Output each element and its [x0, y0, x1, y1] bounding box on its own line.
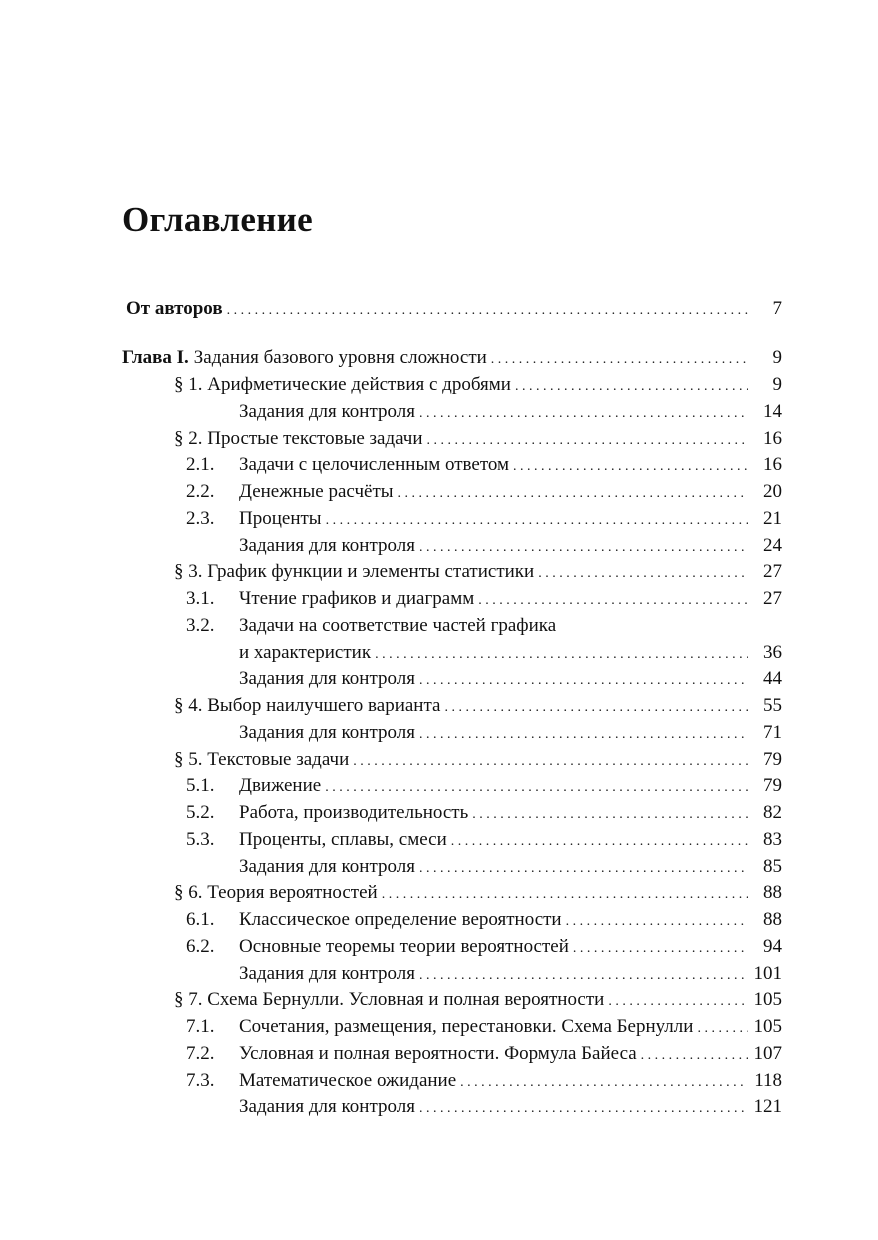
toc-page-number: 88 — [761, 879, 782, 906]
toc-entry-label: § 3. График функции и элементы статистики — [174, 561, 535, 583]
toc-entry[interactable] — [0, 585, 878, 612]
toc-entry-label: § 5. Текстовые задачи — [174, 748, 350, 770]
toc-entry[interactable] — [0, 1093, 878, 1120]
toc-entry[interactable] — [0, 960, 878, 987]
toc-entry-label: Задания для контроля — [239, 668, 415, 690]
toc-entry[interactable] — [0, 612, 878, 639]
toc-page-number: 83 — [761, 826, 782, 853]
toc-entry[interactable] — [0, 344, 878, 371]
toc-entry-number: 2.3. — [186, 507, 215, 529]
toc-entry-label: Работа, производительность — [239, 802, 469, 823]
toc-entry-label: Классическое определение вероятности — [239, 909, 562, 930]
toc-entry-label: и характеристик — [239, 641, 372, 663]
toc-page-number: 20 — [761, 478, 782, 505]
toc-entry-label: От авторов — [126, 298, 223, 319]
toc-page-number: 21 — [761, 505, 782, 532]
toc-entry[interactable] — [0, 826, 878, 853]
toc-entry[interactable] — [0, 558, 878, 585]
toc-entry-number: 7.1. — [186, 1016, 215, 1037]
toc-page-number: 44 — [761, 665, 782, 692]
toc-page-number: 94 — [761, 933, 782, 960]
toc-entry-label: § 6. Теория вероятностей — [174, 882, 378, 904]
toc-entry-label: Задания для контроля — [239, 1096, 415, 1118]
toc-entry-label: Задания для контроля — [239, 855, 415, 877]
toc-leader-dots — [472, 801, 748, 828]
toc-entry-label: Задания для контроля — [239, 721, 415, 743]
toc-entry[interactable] — [0, 853, 878, 880]
toc-entry-label: Задачи на соответствие частей графика — [239, 614, 557, 636]
toc-entry-label: § 1. Арифметические действия с дробями — [174, 374, 511, 395]
toc-entry[interactable] — [0, 295, 878, 322]
toc-entry[interactable] — [0, 639, 878, 666]
toc-entry-label: § 2. Простые текстовые задачи — [174, 427, 423, 449]
toc-leader-dots — [491, 346, 748, 373]
toc-entry-label: Проценты, сплавы, смеси — [239, 828, 447, 850]
toc-leader-dots — [566, 908, 748, 935]
toc-leader-dots — [419, 721, 748, 748]
toc-entry[interactable] — [0, 933, 878, 960]
toc-entry[interactable] — [0, 1040, 878, 1067]
toc-page-number: 27 — [761, 585, 782, 612]
toc-page-number: 88 — [761, 906, 782, 933]
toc-entry[interactable] — [0, 425, 878, 452]
toc-entry-label: Задания для контроля — [239, 962, 415, 984]
toc-page-number: 36 — [761, 639, 782, 666]
toc-leader-dots — [515, 373, 748, 400]
toc-page-number: 79 — [761, 772, 782, 799]
toc-entry[interactable] — [0, 505, 878, 532]
toc-entry-label: Математическое ожидание — [239, 1069, 457, 1091]
toc-entry-number: 5.2. — [186, 802, 215, 823]
toc-entry-label: Проценты — [239, 507, 322, 529]
toc-leader-dots — [478, 587, 748, 614]
toc-entry-label: Задания для контроля — [239, 534, 415, 556]
toc-leader-dots — [608, 988, 748, 1015]
toc-page-number: 82 — [761, 799, 782, 826]
toc-page-number: 16 — [761, 425, 782, 452]
toc-page-number: 9 — [771, 344, 783, 371]
toc-entry[interactable] — [0, 986, 878, 1013]
toc-page-number: 9 — [771, 371, 783, 398]
toc-entry[interactable] — [0, 719, 878, 746]
toc-entry[interactable] — [0, 665, 878, 692]
toc-entry-label: Задания базового уровня сложности — [193, 347, 487, 368]
toc-entry-label: Условная и полная вероятности. Формула Байеса — [239, 1042, 637, 1064]
toc-entry-number: 5.1. — [186, 775, 215, 797]
toc-entry-label: Задания для контроля — [239, 400, 415, 422]
toc-page-number: 118 — [752, 1067, 782, 1094]
toc-entry-label: Денежные расчёты — [239, 481, 394, 502]
toc-entry[interactable] — [0, 451, 878, 478]
toc-leader-dots — [451, 828, 748, 855]
toc-leader-dots — [419, 855, 748, 882]
toc-page-number: 105 — [752, 986, 783, 1013]
toc-entry[interactable] — [0, 799, 878, 826]
toc-page-number: 101 — [752, 960, 783, 987]
toc-entry-label: Задачи с целочисленным ответом — [239, 454, 510, 476]
toc-entry-number: 3.1. — [186, 588, 215, 609]
toc-entry-label: Движение — [239, 775, 322, 797]
toc-entry-number: 5.3. — [186, 828, 215, 850]
toc-entry[interactable] — [0, 879, 878, 906]
toc-page-number: 55 — [761, 692, 782, 719]
toc-entry-number: 6.1. — [186, 909, 215, 930]
toc-leader-dots — [573, 935, 748, 962]
toc-leader-dots — [419, 1095, 748, 1122]
toc-leader-dots — [325, 774, 748, 801]
toc-entry[interactable] — [0, 371, 878, 398]
toc-leader-dots — [353, 748, 748, 775]
toc-page-number: 7 — [771, 295, 783, 322]
toc-page-number: 121 — [752, 1093, 783, 1120]
toc-leader-dots — [227, 297, 748, 324]
toc-leader-dots — [697, 1015, 748, 1042]
toc-page-number: 27 — [761, 558, 782, 585]
toc-leader-dots — [398, 480, 748, 507]
toc-page-number: 71 — [761, 719, 782, 746]
toc-page-number: 16 — [761, 451, 782, 478]
toc-entry-number: 6.2. — [186, 935, 215, 957]
toc-leader-dots — [641, 1042, 748, 1069]
toc-entry[interactable] — [0, 772, 878, 799]
toc-leader-dots — [375, 641, 748, 668]
toc-page-number: 85 — [761, 853, 782, 880]
toc-entry-number: 3.2. — [186, 614, 215, 636]
toc-chapter-prefix: Глава I. — [122, 347, 189, 368]
toc-entry[interactable] — [0, 746, 878, 773]
toc-entry[interactable] — [0, 1067, 878, 1094]
toc-leader-dots — [419, 667, 748, 694]
toc-entry-number: 7.3. — [186, 1069, 215, 1091]
toc-leader-dots — [419, 534, 748, 561]
toc-entry[interactable] — [0, 906, 878, 933]
toc-page-number: 105 — [752, 1013, 783, 1040]
toc-leader-dots — [460, 1069, 748, 1096]
toc-entry-label: § 7. Схема Бернулли. Условная и полная вероятности — [174, 989, 605, 1011]
toc-entry-label: Чтение графиков и диаграмм — [239, 588, 475, 609]
toc-leader-dots — [538, 560, 748, 587]
toc-entry[interactable] — [0, 1013, 878, 1040]
toc-entry-number: 2.2. — [186, 481, 215, 502]
toc-leader-dots — [326, 507, 748, 534]
toc-leader-dots — [382, 881, 748, 908]
toc-entry-label: § 4. Выбор наилучшего варианта — [174, 695, 441, 716]
toc-leader-dots — [419, 400, 748, 427]
toc-leader-dots — [427, 427, 748, 454]
toc-entry-label: Основные теоремы теории вероятностей — [239, 935, 569, 957]
toc-entry[interactable] — [0, 478, 878, 505]
toc-leader-dots — [419, 962, 748, 989]
toc-entry[interactable] — [0, 398, 878, 425]
toc-entry-number: 2.1. — [186, 454, 215, 476]
toc-page-number: 24 — [761, 532, 782, 559]
toc-page-number: 14 — [761, 398, 782, 425]
toc-entry[interactable] — [0, 532, 878, 559]
toc-leader-dots — [513, 453, 748, 480]
toc-page-number: 107 — [752, 1040, 783, 1067]
toc-entry-label: Сочетания, размещения, перестановки. Схема Бернулли — [239, 1016, 694, 1037]
page-title: Оглавление — [122, 200, 313, 239]
toc-leader-dots — [444, 694, 748, 721]
toc-entry[interactable] — [0, 692, 878, 719]
toc-entry-number: 7.2. — [186, 1042, 215, 1064]
toc-page-number: 79 — [761, 746, 782, 773]
